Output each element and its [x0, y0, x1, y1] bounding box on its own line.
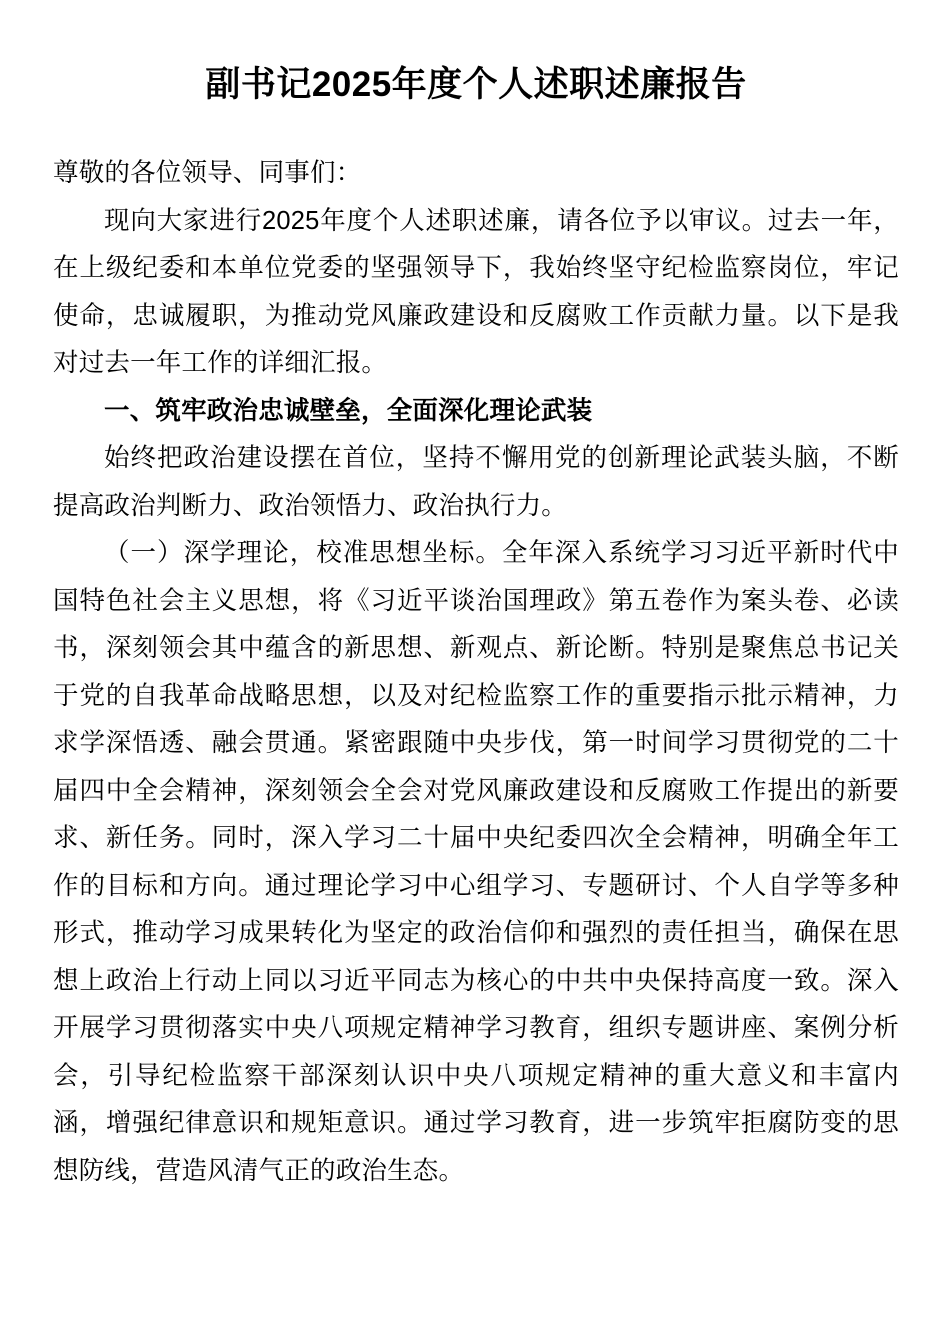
paragraph-section-1-lead: 始终把政治建设摆在首位，坚持不懈用党的创新理论武装头脑，不断提高政治判断力、政治领悟力、政治执行力。 [53, 444, 899, 520]
paragraph-intro: 现向大家进行2025年度个人述职述廉，请各位予以审议。过去一年，在上级纪委和本单位党委的坚强领导下，我始终坚守纪检监察岗位，牢记使命，忠诚履职，为推动党风廉政建设和反腐败工作贡献力量。以下是我对过去一年工作的详细汇报。 [53, 206, 899, 377]
salutation-line: 尊敬的各位领导、同事们： [53, 159, 362, 187]
paragraph-section-1-sub-1: （一）深学理论，校准思想坐标。全年深入系统学习习近平新时代中国特色社会主义思想，将《习近平谈治国理政》第五卷作为案头卷、必读书，深刻领会其中蕴含的新思想、新观点、新论断。特别是聚焦总书记关于党的自我革命战略思想，以及对纪检监察工作的重要指示批示精神，力求学深悟透、融会贯通。紧密跟随中央步伐，第一时间学习贯彻党的二十届四中全会精神，深刻领会全会对党风廉政建设和反腐败工作提出的新要求、新任务。同时，深入学习二十届中央纪委四次全会精神，明确全年工作的目标和方向。通过理论学习中心组学习、专题研讨、个人自学等多种形式，推动学习成果转化为坚定的政治信仰和强烈的责任担当，确保在思想上政治上行动上同以习近平同志为核心的中共中央保持高度一致。深入开展学习贯彻落实中央八项规定精神学习教育，组织专题讲座、案例分析会，引导纪检监察干部深刻认识中央八项规定精神的重大意义和丰富内涵，增强纪律意识和规矩意识。通过学习教育，进一步筑牢拒腐防变的思想防线，营造风清气正的政治生态。 [53, 539, 899, 1185]
section-heading-1: 一、筑牢政治忠诚壁垒，全面深化理论武装 [104, 396, 593, 425]
document-body [53, 0, 899, 1195]
page-title: 副书记2025年度个人述职述廉报告 [205, 65, 747, 104]
